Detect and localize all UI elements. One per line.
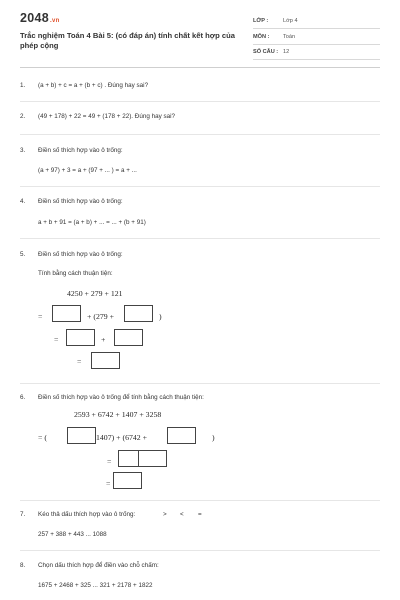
question-divider	[20, 134, 380, 135]
meta-label: SỐ CÂU :	[253, 49, 279, 55]
answer-box[interactable]	[114, 329, 143, 346]
answer-box[interactable]	[52, 305, 81, 322]
question-number: 4.	[20, 198, 26, 205]
answer-box[interactable]	[113, 472, 142, 489]
question-number: 6.	[20, 394, 26, 401]
question-text: (a + b) + c = a + (b + c) . Đúng hay sai?	[38, 82, 149, 89]
question-text: (49 + 178) + 22 = 49 + (178 + 22). Đúng hay sai?	[38, 113, 176, 120]
question-expression: 1675 + 2468 + 325 ... 321 + 2178 + 1822	[38, 582, 153, 589]
answer-box[interactable]	[67, 427, 96, 444]
question-divider	[20, 186, 380, 187]
math-operator: =	[54, 335, 59, 344]
meta-label: MÔN :	[253, 34, 270, 40]
math-expression: 4250 + 279 + 121	[67, 289, 123, 298]
question-number: 1.	[20, 82, 26, 89]
answer-box[interactable]	[138, 450, 167, 467]
math-expression: 1407) + (6742 +	[96, 433, 148, 442]
question-number: 8.	[20, 562, 26, 569]
logo-text: 2048	[20, 11, 50, 25]
question-divider	[20, 238, 380, 239]
question-text: Điền số thích hợp vào ô trống:	[38, 198, 123, 205]
math-operator: )	[159, 312, 162, 321]
question-divider	[20, 500, 380, 501]
meta-value: 12	[283, 49, 290, 55]
question-text: Kéo thả dấu thích hợp vào ô trống:	[38, 511, 136, 518]
document-header	[0, 0, 400, 70]
question-divider	[20, 101, 380, 102]
meta-value: Lớp 4	[283, 18, 298, 24]
question-text: Điền số thích hợp vào ô trống:	[38, 251, 123, 258]
header-divider	[20, 67, 380, 68]
question-number: 5.	[20, 251, 26, 258]
math-operator: =	[107, 457, 112, 466]
question-number: 3.	[20, 147, 26, 154]
answer-box[interactable]	[91, 352, 120, 369]
question-text: Điền số thích hợp vào ô trống để tính bằng cách thuận tiện:	[38, 394, 204, 401]
question-text: Điền số thích hợp vào ô trống:	[38, 147, 123, 154]
answer-box[interactable]	[167, 427, 196, 444]
math-operator: +	[101, 335, 106, 344]
site-logo	[20, 11, 60, 25]
question-divider	[20, 550, 380, 551]
answer-box[interactable]	[66, 329, 95, 346]
math-operator: =	[38, 312, 43, 321]
question-number: 2.	[20, 113, 26, 120]
question-divider	[20, 383, 380, 384]
document-title: Trắc nghiệm Toán 4 Bài 5: (có đáp án) tính chất kết hợp của phép cộng	[20, 31, 235, 50]
meta-value: Toán	[283, 34, 296, 40]
question-expression: 257 + 388 + 443 ... 1088	[38, 531, 107, 538]
meta-grade	[253, 16, 380, 29]
drag-option[interactable]: =	[198, 511, 202, 518]
question-number: 7.	[20, 511, 26, 518]
question-subtext: Tính bằng cách thuận tiện:	[38, 270, 113, 277]
math-operator: =	[77, 357, 82, 366]
math-expression: 2593 + 6742 + 1407 + 3258	[74, 410, 162, 419]
drag-option[interactable]: >	[163, 511, 167, 518]
question-expression: (a + 97) + 3 = a + (97 + ... ) = a + ...	[38, 167, 137, 174]
math-operator: )	[212, 433, 215, 442]
logo-suffix: .vn	[50, 18, 60, 24]
meta-label: LỚP :	[253, 18, 269, 24]
math-operator: = (	[38, 433, 47, 442]
math-expression: + (279 +	[87, 312, 114, 321]
meta-count	[253, 47, 380, 60]
math-operator: =	[106, 479, 111, 488]
answer-box[interactable]	[124, 305, 153, 322]
meta-subject	[253, 32, 380, 45]
drag-option[interactable]: <	[180, 511, 184, 518]
question-expression: a + b + 91 = (a + b) + ... = ... + (b + 91)	[38, 219, 146, 226]
question-text: Chọn dấu thích hợp để điền vào chỗ chấm:	[38, 562, 159, 569]
